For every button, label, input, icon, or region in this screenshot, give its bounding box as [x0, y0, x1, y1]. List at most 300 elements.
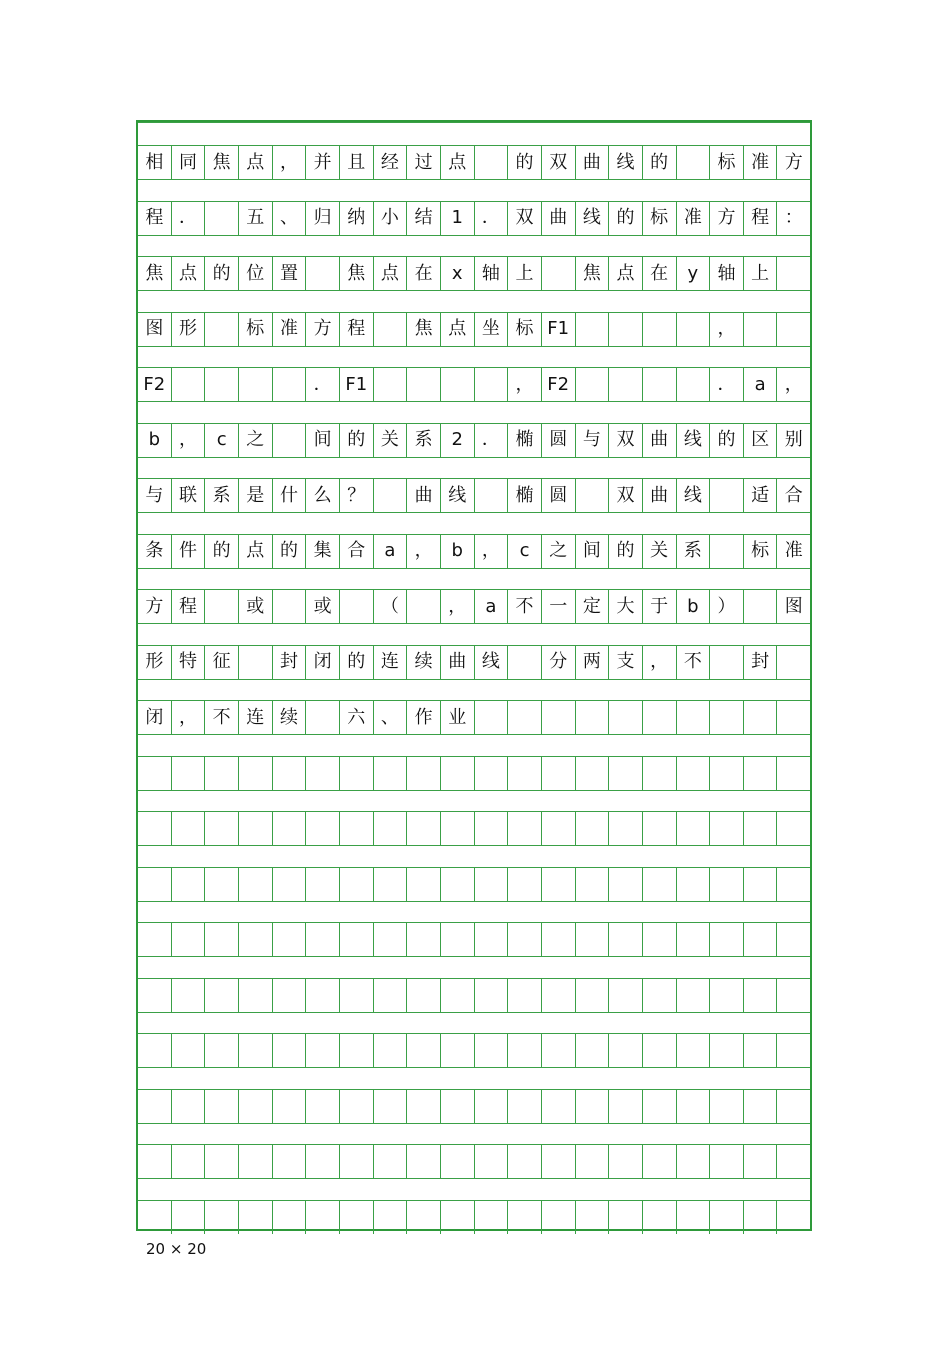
grid-row: [138, 313, 810, 346]
grid-cell: 准: [784, 540, 803, 561]
grid-cell: [273, 979, 307, 1012]
grid-cell: [340, 757, 374, 790]
grid-cell: 方: [306, 313, 340, 346]
grid-cell: 标: [710, 146, 744, 179]
grid-cell: [710, 479, 744, 512]
grid-cell: c: [205, 424, 239, 457]
grid-row: [138, 923, 810, 956]
grid-cell: [744, 590, 778, 623]
grid-cell: [205, 202, 239, 235]
grid-row: [138, 812, 810, 845]
grid-cell: 相: [138, 146, 172, 179]
grid-cell: [710, 868, 744, 901]
grid-cell: [407, 1145, 441, 1178]
grid-cell: [374, 479, 408, 512]
grid-cell: [576, 979, 610, 1012]
grid-cell: 封: [744, 646, 778, 679]
grid-cell: ，: [273, 146, 307, 179]
grid-cell: 并: [306, 146, 340, 179]
grid-cell: [643, 812, 677, 845]
grid-cell: [677, 979, 711, 1012]
grid-cell: [138, 979, 172, 1012]
grid-cell: [205, 1201, 239, 1234]
grid-cell: 系: [407, 424, 441, 457]
grid-cell: 特: [172, 646, 206, 679]
grid-row: [138, 368, 810, 401]
grid-cell: [172, 1034, 206, 1067]
grid-cell: 准: [744, 146, 778, 179]
grid-cell: [777, 257, 810, 290]
grid-cell: [374, 1034, 408, 1067]
grid-cell: [609, 1201, 643, 1234]
grid-cell: 点: [374, 257, 408, 290]
grid-cell: [273, 1034, 307, 1067]
grid-cell: [508, 1034, 542, 1067]
grid-cell: [542, 1090, 576, 1123]
grid-cell: b: [138, 424, 172, 457]
grid-cell: [306, 868, 340, 901]
grid-cell: 椭: [508, 479, 542, 512]
grid-cell: [172, 868, 206, 901]
grid-cell: 双: [508, 202, 542, 235]
grid-cell: [407, 1201, 441, 1234]
grid-cell: [306, 923, 340, 956]
grid-cell: [205, 979, 239, 1012]
grid-cell: [777, 1090, 810, 1123]
grid-cell: [374, 1090, 408, 1123]
grid-cell: 曲: [542, 202, 576, 235]
grid-cell: [273, 1201, 307, 1234]
grid-cell: [677, 868, 711, 901]
grid-cell: [777, 923, 810, 956]
grid-cell: [205, 590, 239, 623]
grid-cell: [306, 1034, 340, 1067]
grid-cell: [609, 313, 643, 346]
grid-cell: [609, 812, 643, 845]
grid-cell: [744, 1145, 778, 1178]
grid-cell: [475, 923, 509, 956]
grid-cell: 六: [340, 701, 374, 734]
grid-cell: [441, 979, 475, 1012]
grid-cell: [542, 923, 576, 956]
grid-cell: [441, 1034, 475, 1067]
grid-cell: ：: [784, 207, 803, 228]
grid-cell: [576, 1145, 610, 1178]
grid-cell: [508, 1201, 542, 1234]
grid-cell: [340, 590, 374, 623]
grid-cell: [340, 1090, 374, 1123]
grid-cell: [643, 1090, 677, 1123]
grid-cell: [609, 757, 643, 790]
grid-cell: 一: [542, 590, 576, 623]
grid-cell: 方: [710, 202, 744, 235]
grid-cell: 续: [273, 701, 307, 734]
grid-cell: [508, 757, 542, 790]
row-gap: [138, 623, 810, 646]
grid-cell: [475, 146, 509, 179]
grid-cell: [508, 812, 542, 845]
grid-cell: [609, 701, 643, 734]
grid-cell: [374, 868, 408, 901]
grid-cell: 支: [609, 646, 643, 679]
grid-cell: [542, 1201, 576, 1234]
grid-cell: [508, 701, 542, 734]
grid-cell: ？: [340, 479, 374, 512]
grid-cell: [407, 757, 441, 790]
grid-cell: [542, 257, 576, 290]
grid-cell: 点: [441, 313, 475, 346]
grid-cell: [239, 1034, 273, 1067]
grid-cell: [710, 1201, 744, 1234]
grid-cell: [677, 1034, 711, 1067]
grid-cell: 方: [784, 151, 803, 173]
row-gap: [138, 679, 810, 702]
grid-cell: 形: [138, 646, 172, 679]
grid-cell: 的: [340, 646, 374, 679]
grid-cell: F2: [138, 368, 172, 401]
grid-cell: [777, 757, 810, 790]
grid-cell: [306, 1090, 340, 1123]
grid-cell: 合: [340, 535, 374, 568]
grid-cell: [306, 1145, 340, 1178]
grid-cell: 线: [677, 424, 711, 457]
grid-cell: [475, 1145, 509, 1178]
grid-cell: [508, 923, 542, 956]
grid-cell: 之: [239, 424, 273, 457]
grid-row: [138, 202, 810, 235]
grid-cell: 焦: [407, 313, 441, 346]
grid-cell: [576, 1201, 610, 1234]
grid-cell: [306, 812, 340, 845]
grid-cell: [407, 368, 441, 401]
grid-cell: 程: [340, 313, 374, 346]
grid-cell: 程: [172, 590, 206, 623]
grid-cell: 同: [172, 146, 206, 179]
grid-cell: 上: [744, 257, 778, 290]
grid-cell: 标: [744, 535, 778, 568]
grid-cell: [475, 368, 509, 401]
grid-cell: [273, 923, 307, 956]
grid-cell: [475, 1090, 509, 1123]
manuscript-grid: [136, 120, 812, 1231]
grid-cell: c: [508, 535, 542, 568]
grid-cell: （: [374, 590, 408, 623]
grid-cell: ，: [643, 646, 677, 679]
row-gap: [138, 956, 810, 979]
grid-cell: 准: [677, 202, 711, 235]
grid-cell: 闭: [138, 701, 172, 734]
row-gap: [138, 235, 810, 258]
grid-cell: [273, 1090, 307, 1123]
grid-cell: 曲: [643, 479, 677, 512]
grid-cell: 点: [609, 257, 643, 290]
grid-cell: 不: [508, 590, 542, 623]
grid-cell: [542, 812, 576, 845]
grid-cell: F1: [542, 313, 576, 346]
grid-cell: [576, 757, 610, 790]
grid-cell: 什: [273, 479, 307, 512]
grid-row: [138, 1090, 810, 1123]
grid-cell: [475, 701, 509, 734]
grid-cell: 适: [744, 479, 778, 512]
grid-cell: 作: [407, 701, 441, 734]
grid-cell: 或: [239, 590, 273, 623]
grid-cell: 位: [239, 257, 273, 290]
grid-cell: [205, 368, 239, 401]
grid-row: [138, 979, 810, 1012]
grid-cell: [340, 868, 374, 901]
grid-cell: 、: [374, 701, 408, 734]
grid-cell: [340, 1145, 374, 1178]
grid-cell: [374, 812, 408, 845]
row-gap: [138, 512, 810, 535]
grid-cell: [441, 923, 475, 956]
grid-cell: [643, 1034, 677, 1067]
grid-cell: [273, 1145, 307, 1178]
grid-cell: [273, 368, 307, 401]
row-gap: [138, 1012, 810, 1035]
grid-cell: 间: [576, 535, 610, 568]
grid-cell: [710, 1034, 744, 1067]
grid-cell: 过: [407, 146, 441, 179]
grid-cell: [273, 812, 307, 845]
grid-cell: ．: [710, 368, 744, 401]
grid-cell: [407, 868, 441, 901]
grid-cell: [508, 1145, 542, 1178]
grid-cell: [609, 368, 643, 401]
grid-cell: [677, 812, 711, 845]
grid-cell: a: [374, 535, 408, 568]
grid-cell: [643, 757, 677, 790]
grid-cell: [138, 1201, 172, 1234]
grid-cell: 置: [273, 257, 307, 290]
grid-row: [138, 701, 810, 734]
grid-cell: 双: [609, 479, 643, 512]
grid-cell: 图: [784, 595, 803, 617]
grid-cell: 合: [784, 484, 803, 506]
grid-cell: b: [677, 590, 711, 623]
grid-cell: 点: [239, 535, 273, 568]
grid-cell: 坐: [475, 313, 509, 346]
grid-cell: 且: [340, 146, 374, 179]
grid-cell: [777, 646, 810, 679]
grid-cell: [609, 1145, 643, 1178]
grid-cell: ，: [475, 535, 509, 568]
grid-cell: 大: [609, 590, 643, 623]
row-gap: [138, 568, 810, 591]
grid-cell: [576, 368, 610, 401]
row-gap: [138, 901, 810, 924]
grid-cell: ，: [441, 590, 475, 623]
grid-cell: 双: [609, 424, 643, 457]
grid-cell: [677, 923, 711, 956]
grid-cell: [710, 701, 744, 734]
grid-cell: 联: [172, 479, 206, 512]
grid-cell: 双: [542, 146, 576, 179]
grid-cell: [475, 479, 509, 512]
grid-cell: [475, 979, 509, 1012]
grid-cell: [441, 368, 475, 401]
grid-cell: [677, 1090, 711, 1123]
grid-cell: 焦: [205, 146, 239, 179]
grid-cell: 的: [609, 535, 643, 568]
grid-cell: 或: [306, 590, 340, 623]
grid-cell: [643, 313, 677, 346]
row-gap: [138, 122, 810, 146]
grid-cell: [239, 812, 273, 845]
grid-cell: 系: [205, 479, 239, 512]
grid-cell: [777, 701, 810, 734]
grid-cell: 的: [710, 424, 744, 457]
grid-cell: [205, 812, 239, 845]
grid-cell: 线: [576, 202, 610, 235]
grid-cell: 的: [273, 535, 307, 568]
grid-cell: 方: [138, 590, 172, 623]
grid-cell: 2: [441, 424, 475, 457]
grid-cell: ．: [475, 202, 509, 235]
grid-cell: 区: [744, 424, 778, 457]
grid-cell: [744, 313, 778, 346]
grid-cell: 线: [441, 479, 475, 512]
grid-cell: [407, 979, 441, 1012]
grid-cell: 征: [205, 646, 239, 679]
grid-cell: [172, 1201, 206, 1234]
grid-cell: 关: [643, 535, 677, 568]
grid-cell: [744, 812, 778, 845]
grid-cell: 标: [239, 313, 273, 346]
grid-row: [138, 1145, 810, 1178]
grid-cell: 焦: [340, 257, 374, 290]
grid-cell: [609, 1034, 643, 1067]
grid-cell: 的: [340, 424, 374, 457]
grid-cell: ，: [710, 313, 744, 346]
grid-cell: [576, 701, 610, 734]
grid-cell: [710, 1090, 744, 1123]
grid-cell: 线: [609, 146, 643, 179]
row-gap: [138, 457, 810, 480]
grid-cell: [340, 1034, 374, 1067]
grid-cell: [273, 424, 307, 457]
grid-cell: [172, 1145, 206, 1178]
grid-cell: ．: [475, 424, 509, 457]
grid-cell: 闭: [306, 646, 340, 679]
grid-cell: [407, 923, 441, 956]
grid-cell: [172, 812, 206, 845]
grid-cell: 是: [239, 479, 273, 512]
grid-cell: [508, 868, 542, 901]
grid-cell: 的: [508, 146, 542, 179]
grid-cell: 焦: [138, 257, 172, 290]
grid-cell: [609, 1090, 643, 1123]
grid-cell: [239, 646, 273, 679]
grid-cell: ．: [306, 368, 340, 401]
grid-cell: 、: [273, 202, 307, 235]
grid-row: [138, 424, 810, 457]
grid-cell: [306, 701, 340, 734]
grid-cell: [138, 812, 172, 845]
grid-cell: [441, 868, 475, 901]
grid-cell: [710, 923, 744, 956]
grid-cell: ，: [172, 701, 206, 734]
grid-cell: [340, 812, 374, 845]
grid-cell: [340, 1201, 374, 1234]
grid-cell: 不: [205, 701, 239, 734]
grid-cell: 经: [374, 146, 408, 179]
grid-cell: 圆: [542, 479, 576, 512]
grid-cell: [172, 368, 206, 401]
grid-cell: 轴: [475, 257, 509, 290]
grid-cell: [710, 757, 744, 790]
grid-cell: [609, 923, 643, 956]
grid-cell: [205, 1034, 239, 1067]
grid-cell: 程: [138, 202, 172, 235]
grid-cell: [475, 757, 509, 790]
grid-cell: 集: [306, 535, 340, 568]
grid-cell: [677, 1145, 711, 1178]
grid-cell: [205, 757, 239, 790]
grid-cell: [677, 701, 711, 734]
grid-cell: [542, 701, 576, 734]
grid-cell: [475, 1201, 509, 1234]
grid-cell: [138, 1090, 172, 1123]
grid-cell: [777, 313, 810, 346]
grid-cell: [239, 1201, 273, 1234]
grid-cell: 在: [407, 257, 441, 290]
grid-cell: 程: [744, 202, 778, 235]
grid-cell: [205, 923, 239, 956]
grid-cell: 之: [542, 535, 576, 568]
grid-cell: [542, 1034, 576, 1067]
grid-cell: 定: [576, 590, 610, 623]
grid-cell: [744, 1090, 778, 1123]
grid-cell: [475, 812, 509, 845]
grid-cell: [609, 868, 643, 901]
grid-cell: [306, 757, 340, 790]
grid-cell: [677, 313, 711, 346]
grid-cell: [407, 1090, 441, 1123]
grid-cell: a: [744, 368, 778, 401]
row-gap: [138, 1178, 810, 1201]
row-gap: [138, 401, 810, 424]
grid-cell: [643, 923, 677, 956]
grid-cell: x: [441, 257, 475, 290]
grid-row: [138, 146, 810, 179]
grid-cell: ．: [172, 202, 206, 235]
grid-row: [138, 479, 810, 512]
grid-cell: [273, 868, 307, 901]
grid-cell: [205, 868, 239, 901]
grid-cell: [239, 979, 273, 1012]
grid-cell: 的: [205, 535, 239, 568]
grid-cell: 纳: [340, 202, 374, 235]
grid-cell: [777, 1201, 810, 1234]
grid-cell: [374, 979, 408, 1012]
grid-cell: 么: [306, 479, 340, 512]
grid-cell: [340, 979, 374, 1012]
grid-cell: [239, 757, 273, 790]
row-gap: [138, 1123, 810, 1146]
grid-cell: [172, 923, 206, 956]
grid-row: [138, 535, 810, 568]
grid-cell: ，: [508, 368, 542, 401]
grid-cell: 在: [643, 257, 677, 290]
grid-cell: [744, 868, 778, 901]
grid-cell: 轴: [710, 257, 744, 290]
grid-cell: 椭: [508, 424, 542, 457]
grid-cell: 准: [273, 313, 307, 346]
grid-cell: 连: [239, 701, 273, 734]
grid-cell: [677, 757, 711, 790]
